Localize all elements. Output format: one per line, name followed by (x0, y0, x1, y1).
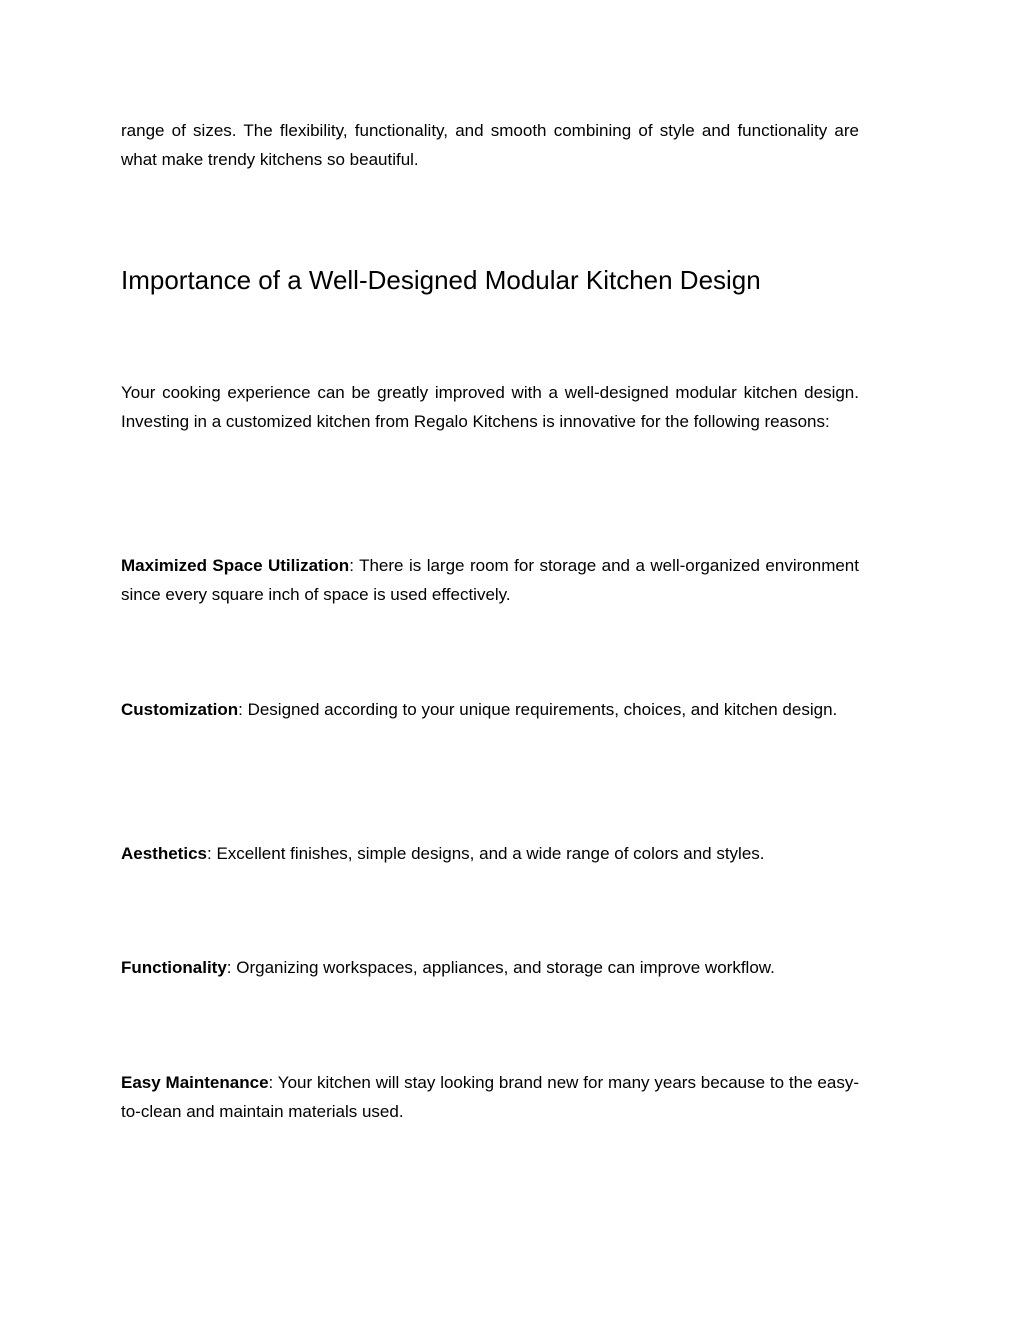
point-text: Organizing workspaces, appliances, and storage can improve workflow. (231, 958, 775, 977)
point-text: Excellent finishes, simple designs, and a wide range of colors and styles. (211, 844, 765, 863)
point-aesthetics (121, 839, 859, 868)
point-functionality (121, 953, 859, 982)
point-term: Functionality (121, 958, 227, 977)
point-separator: : (206, 844, 212, 863)
point-separator: : (238, 700, 243, 719)
intro-continuation-paragraph: range of sizes. The flexibility, functionality, and smooth combining of style and functionality are what make trendy kitchens so beautiful. (121, 121, 859, 170)
point-separator: : (226, 958, 232, 977)
point-term: Customization (121, 700, 239, 719)
lead-paragraph: Your cooking experience can be greatly improved with a well-designed modular kitchen design. Investing in a customized kitchen from Regalo Kitchens is innovative for the following reasons: (121, 383, 859, 432)
point-term: Easy Maintenance (121, 1073, 269, 1092)
point-customization (121, 695, 859, 724)
point-space-utilization (121, 551, 859, 610)
point-term: Aesthetics (121, 844, 207, 863)
point-term: Maximized Space Utilization (121, 556, 350, 575)
point-separator: : (349, 556, 354, 575)
point-separator: : (268, 1073, 274, 1092)
point-text: There is large room for storage and a well-organized environment since every square inch of space is used effectively. (121, 556, 859, 605)
point-text: Your kitchen will stay looking brand new for many years because to the easy-to-clean and maintain materials used. (121, 1073, 859, 1122)
point-easy-maintenance (121, 1068, 859, 1127)
point-text: Designed according to your unique requirements, choices, and kitchen design. (242, 700, 838, 719)
section-heading: Importance of a Well-Designed Modular Kitchen Design (121, 265, 761, 295)
